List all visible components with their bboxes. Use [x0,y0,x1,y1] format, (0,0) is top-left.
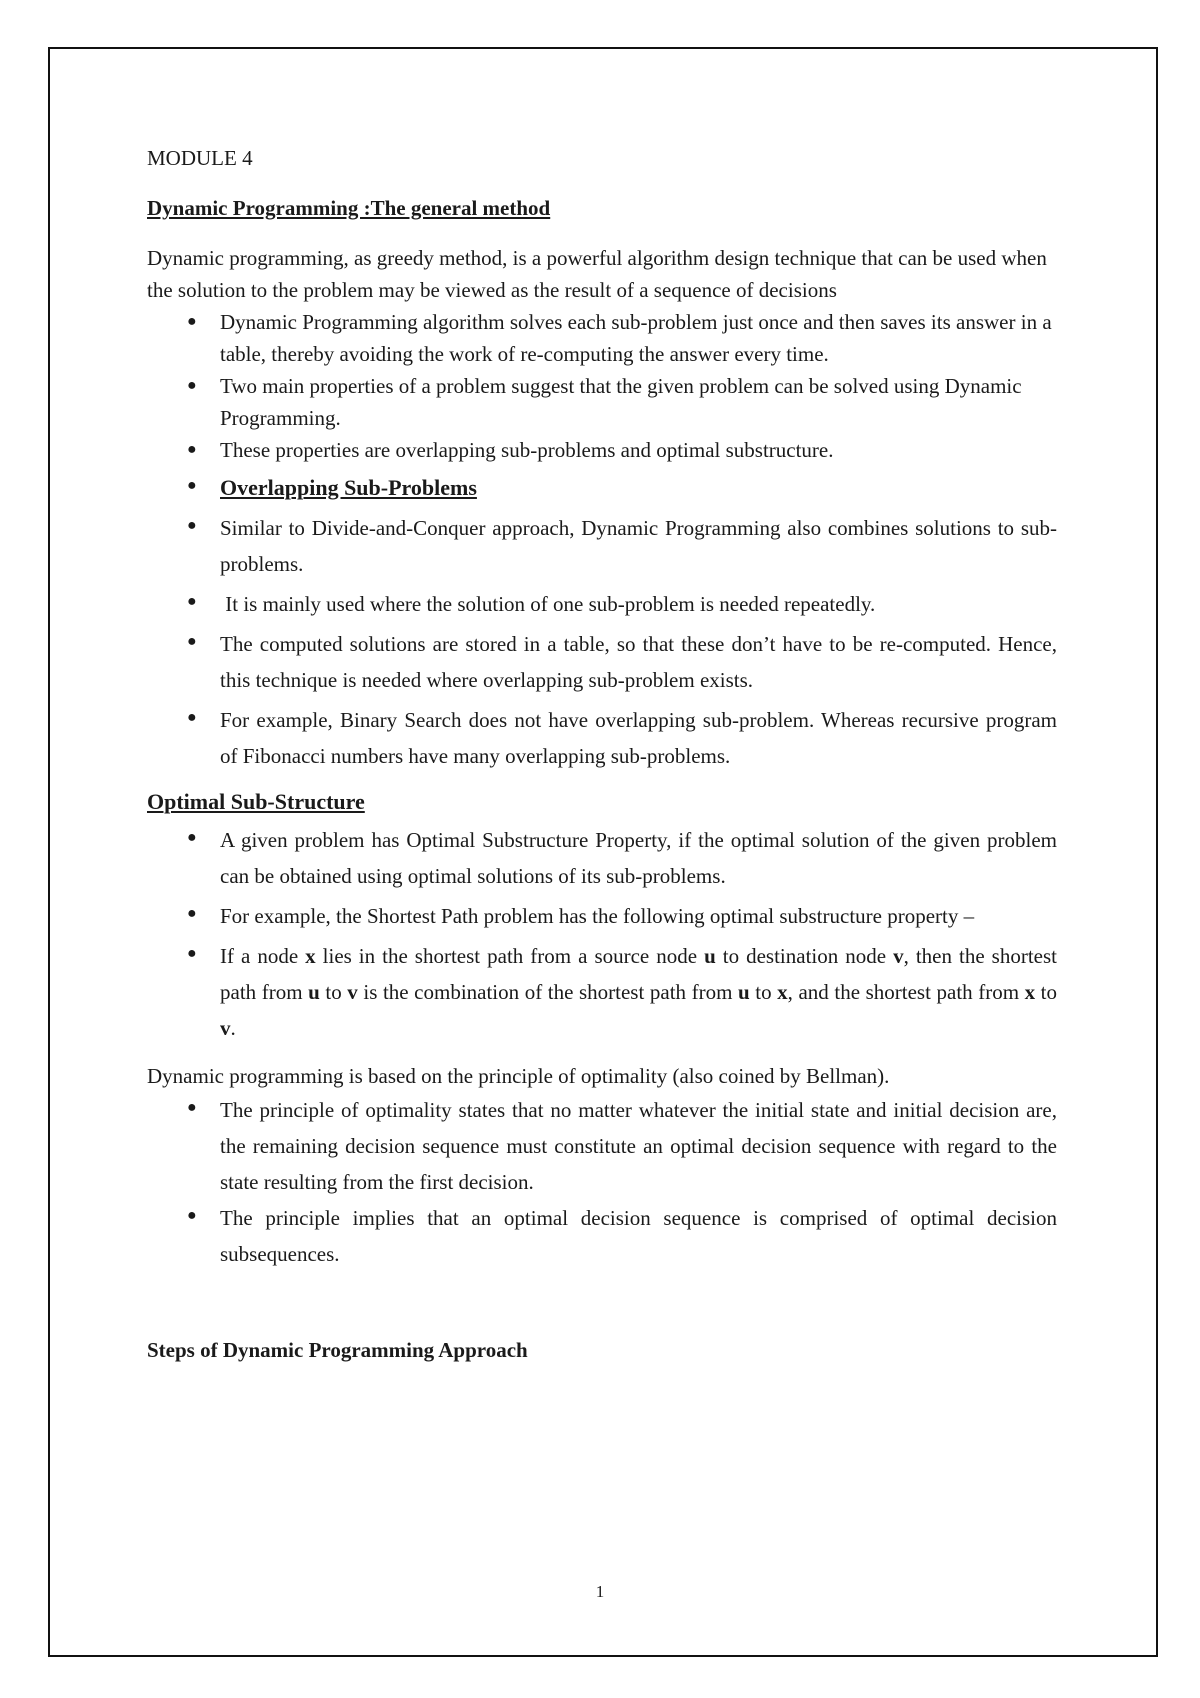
bullet-icon: ● [187,905,197,922]
bullet-icon: ● [187,829,197,846]
intro-bullet-list [147,306,1057,466]
list-item: ● Similar to Divide-and-Conquer approach, Dynamic Programming also combines solutions to sub-problems. [147,510,1057,582]
bullet-icon: ● [187,1099,197,1116]
list-item: ● The principle of optimality states that no matter whatever the initial state and initial decision are, the remaining decision sequence must constitute an optimal decision sequence with regard to the state resulting from the first decision. [147,1092,1057,1200]
list-item: ● The principle implies that an optimal decision sequence is comprised of optimal decision subsequences. [147,1200,1057,1272]
bullet-icon: ● [187,517,197,534]
steps-heading: Steps of Dynamic Programming Approach [147,1338,528,1362]
intro-paragraph: Dynamic programming, as greedy method, is a powerful algorithm design technique that can be used when the solution to the problem may be viewed as the result of a sequence of decisions [147,246,1047,302]
list-item: ● A given problem has Optimal Substructure Property, if the optimal solution of the given problem can be obtained using optimal solutions of its sub-problems. [147,822,1057,894]
shortest-path-text: If a node x lies in the shortest path from a source node u to destination node v, then the shortest path from u to v is the combination of the shortest path from u to x, and the shortest path from x to v. [220,944,1058,1040]
list-item: ● The computed solutions are stored in a table, so that these don’t have to be re-computed. Hence, this technique is needed where overlapping sub-problem exists. [147,626,1057,698]
overlapping-bullet-list [147,470,1057,774]
optimal-substructure-heading: Optimal Sub-Structure [147,789,365,814]
list-item: ● Dynamic Programming algorithm solves each sub-problem just once and then saves its answer in a table, thereby avoiding the work of re-computing the answer every time. [147,306,1057,370]
overlapping-heading: ● Overlapping Sub-Problems [147,470,1057,506]
list-item: ● These properties are overlapping sub-problems and optimal substructure. [147,434,1057,466]
bullet-icon: ● [187,313,197,330]
principle-bullet-list [147,1092,1057,1272]
list-item: ● It is mainly used where the solution of one sub-problem is needed repeatedly. [147,586,1057,622]
bullet-icon: ● [187,709,197,726]
document-body [147,142,1057,1387]
list-item: ● For example, the Shortest Path problem has the following optimal substructure property – [147,898,1057,934]
bullet-icon: ● [187,477,197,494]
list-item: ● For example, Binary Search does not have overlapping sub-problem. Whereas recursive program of Fibonacci numbers have many overlapping sub-problems. [147,702,1057,774]
page-title: Dynamic Programming :The general method [147,196,551,220]
principle-intro-paragraph: Dynamic programming is based on the principle of optimality (also coined by Bellman). [147,1064,890,1088]
module-label: MODULE 4 [147,146,253,170]
bullet-icon: ● [187,1207,197,1224]
list-item: ● Two main properties of a problem suggest that the given problem can be solved using Dynamic Programming. [147,370,1057,434]
page-number: 1 [595,1582,605,1601]
bullet-icon: ● [187,441,197,458]
optimal-bullet-list [147,822,1057,1046]
bullet-icon: ● [187,593,197,610]
bullet-icon: ● [187,945,197,962]
list-item [147,938,1057,1046]
bullet-icon: ● [187,377,197,394]
bullet-icon: ● [187,633,197,650]
